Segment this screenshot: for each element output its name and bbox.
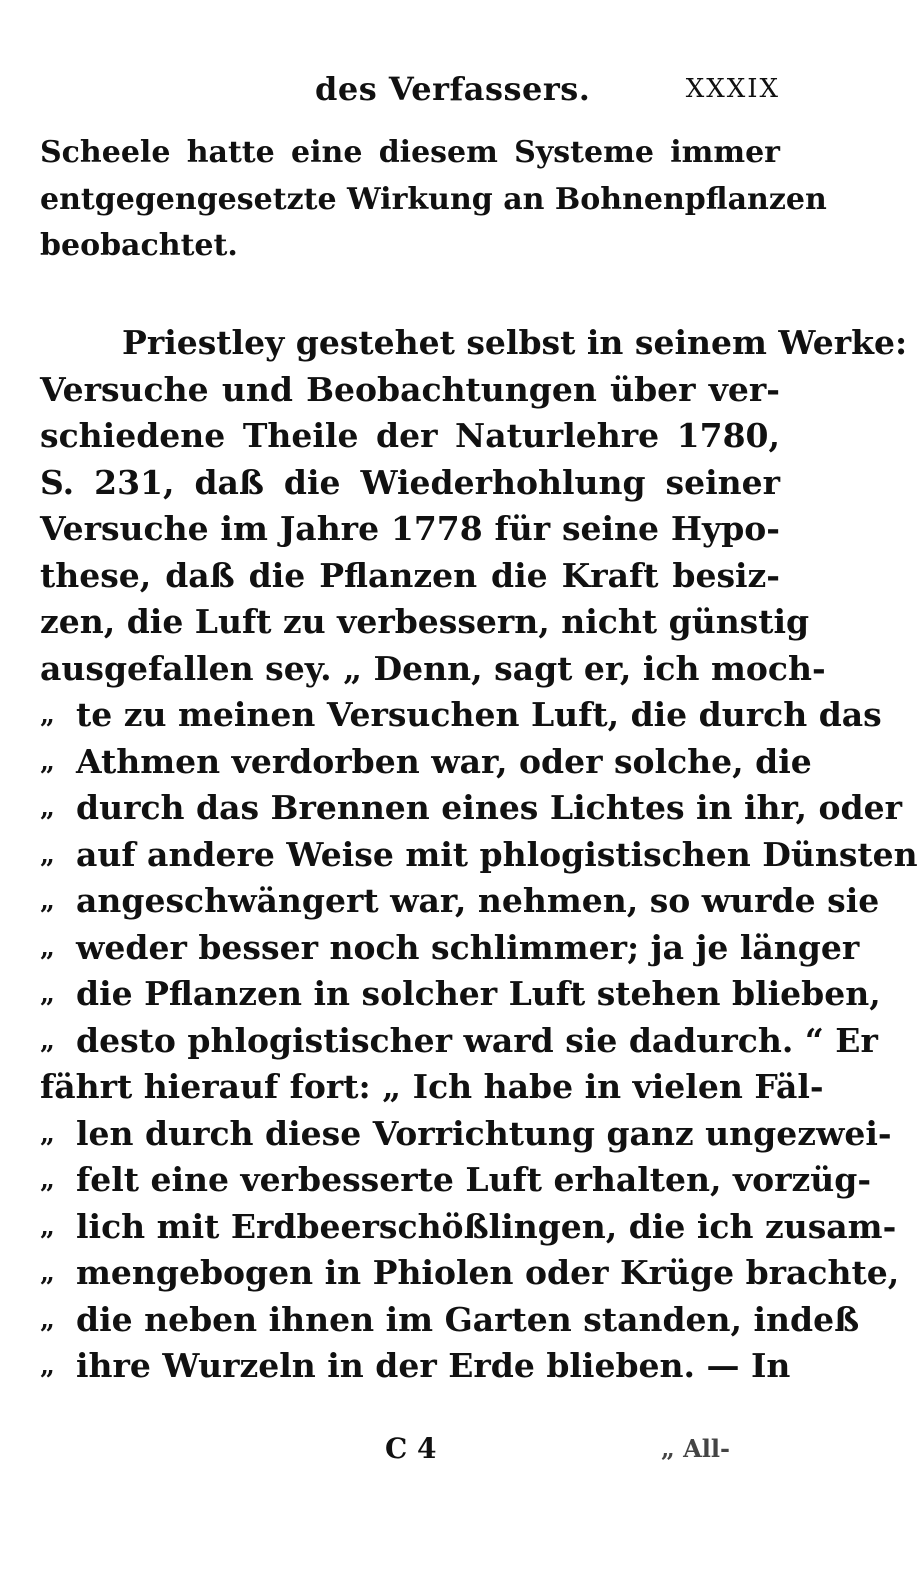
text-line xyxy=(40,739,812,786)
line-text: lich mit Erdbeerschößlingen, die ich zusam- xyxy=(76,1206,897,1246)
line-text: schiedene Theile der Naturlehre 1780, xyxy=(40,416,780,455)
line-text: fährt hierauf fort: „ Ich habe in vielen Fäl- xyxy=(40,1067,824,1106)
line-text: weder besser noch schlimmer; ja je länger xyxy=(76,927,860,967)
line-text: S. 231, daß die Wiederhohlung seiner xyxy=(40,462,780,502)
line-text: auf andere Weise mit phlogistischen Dünsten xyxy=(76,834,918,874)
text-line xyxy=(40,646,826,693)
quote-mark: „ xyxy=(40,979,55,1009)
line-text: mengebogen in Phiolen oder Krüge brachte, xyxy=(76,1253,900,1292)
line-text: zen, die Luft zu verbessern, nicht günstig xyxy=(40,602,810,641)
line-text: Priestley gestehet selbst in seinem Werke: xyxy=(122,323,908,362)
line-text: Scheele hatte eine diesem Systeme immer xyxy=(40,135,780,170)
paragraph-1 xyxy=(40,130,827,270)
line-text: angeschwängert war, nehmen, so wurde sie xyxy=(76,881,880,920)
text-line xyxy=(40,1204,897,1251)
quote-mark: „ xyxy=(40,793,55,823)
text-line xyxy=(40,1018,878,1065)
quote-mark: „ xyxy=(40,746,55,777)
text-line xyxy=(40,832,918,879)
line-text: len durch diese Vorrichtung ganz ungezwei- xyxy=(76,1113,892,1153)
text-line xyxy=(40,971,881,1018)
text-line xyxy=(40,367,780,414)
quote-mark: „ xyxy=(40,1211,55,1242)
text-line xyxy=(40,320,908,367)
text-line xyxy=(40,925,860,972)
text-line xyxy=(40,413,780,460)
quote-mark: „ xyxy=(40,932,55,963)
paragraph-2 xyxy=(40,320,918,1390)
text-line xyxy=(40,1250,900,1297)
quote-mark: „ xyxy=(40,700,55,730)
page-footer xyxy=(40,1432,780,1472)
catchword: „ All- xyxy=(661,1434,730,1463)
text-line xyxy=(40,1064,824,1111)
line-text: ihre Wurzeln in der Erde blieben. — In xyxy=(76,1346,791,1385)
quote-mark: „ xyxy=(40,839,55,870)
quote-mark: „ xyxy=(40,1258,55,1288)
text-line xyxy=(40,785,902,832)
text-line xyxy=(40,223,780,270)
text-line xyxy=(40,1157,872,1204)
text-line xyxy=(40,878,880,925)
text-line xyxy=(40,692,882,739)
text-line xyxy=(40,460,780,507)
text-line xyxy=(40,1297,860,1344)
line-text: felt eine verbesserte Luft erhalten, vorzüg- xyxy=(76,1160,872,1199)
line-text: Versuche und Beobachtungen über ver- xyxy=(40,369,780,409)
text-line xyxy=(40,1111,892,1158)
page-number: XXXIX xyxy=(685,74,780,104)
line-text: ausgefallen sey. „ Denn, sagt er, ich moch- xyxy=(40,648,826,688)
text-line xyxy=(40,177,827,224)
line-text: desto phlogistischer ward sie dadurch. “ Er xyxy=(76,1020,878,1060)
line-text: Versuche im Jahre 1778 für seine Hypo- xyxy=(40,509,780,548)
text-line xyxy=(40,599,810,646)
line-text: durch das Brennen eines Lichtes in ihr, oder xyxy=(76,788,902,827)
quote-mark: „ xyxy=(40,1351,55,1381)
line-text: entgegengesetzte Wirkung an Bohnenpflanzen xyxy=(40,181,827,217)
line-text: these, daß die Pflanzen die Kraft besiz- xyxy=(40,555,780,595)
quote-mark: „ xyxy=(40,1118,55,1149)
text-line xyxy=(40,506,780,553)
signature-mark: C 4 xyxy=(385,1432,437,1465)
line-text: Athmen verdorben war, oder solche, die xyxy=(76,741,812,781)
quote-mark: „ xyxy=(40,1165,55,1195)
quote-mark: „ xyxy=(40,1304,55,1335)
line-text: beobachtet. xyxy=(40,228,238,263)
page-header xyxy=(40,70,780,118)
text-line xyxy=(40,130,780,177)
quote-mark: „ xyxy=(40,1025,55,1056)
line-text: die neben ihnen im Garten standen, indeß xyxy=(76,1299,860,1339)
quote-mark: „ xyxy=(40,886,55,916)
line-text: te zu meinen Versuchen Luft, die durch das xyxy=(76,695,882,734)
text-line xyxy=(40,1343,791,1390)
line-text: die Pflanzen in solcher Luft stehen blieben, xyxy=(76,974,881,1013)
text-line xyxy=(40,553,780,600)
running-head: des Verfassers. xyxy=(315,70,591,108)
